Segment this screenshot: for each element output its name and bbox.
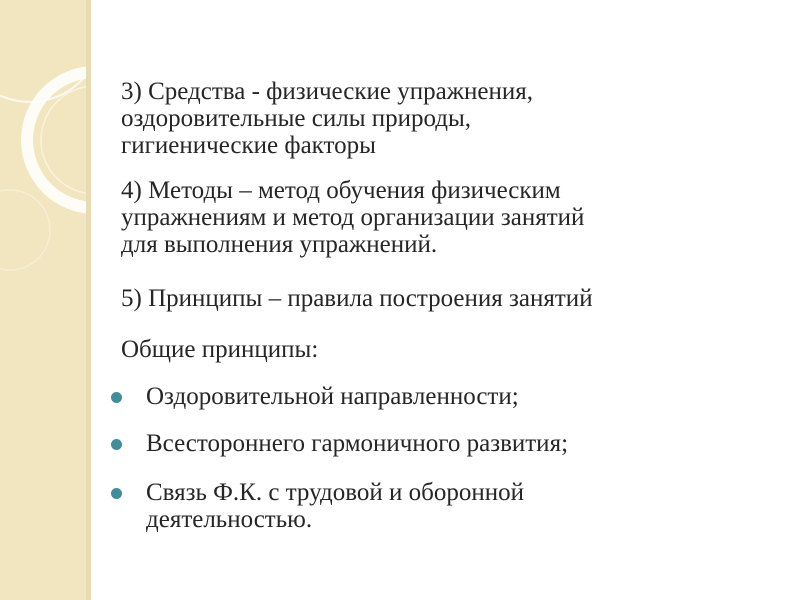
bullet-dot-icon (111, 439, 122, 450)
paragraph-obshchie-principy: Общие принципы: (121, 336, 319, 363)
bullet-dot-icon (111, 392, 122, 403)
bullet-dot-icon (111, 488, 122, 499)
paragraph-principy: 5) Принципы – правила построения занятий (121, 285, 593, 312)
paragraph-metody: 4) Методы – метод обучения физическим упражнениям и метод организации занятий для выполнения упражнений. (121, 177, 585, 258)
bullet-text: Оздоровительной направленности; (146, 383, 519, 410)
paragraph-sredstva: 3) Средства - физические упражнения, оздоровительные силы природы, гигиенические факторы (121, 78, 533, 159)
bullet-text: Всестороннего гармоничного развития; (146, 430, 569, 457)
bullet-text: Связь Ф.К. с трудовой и оборонной деятельностью. (146, 479, 524, 533)
